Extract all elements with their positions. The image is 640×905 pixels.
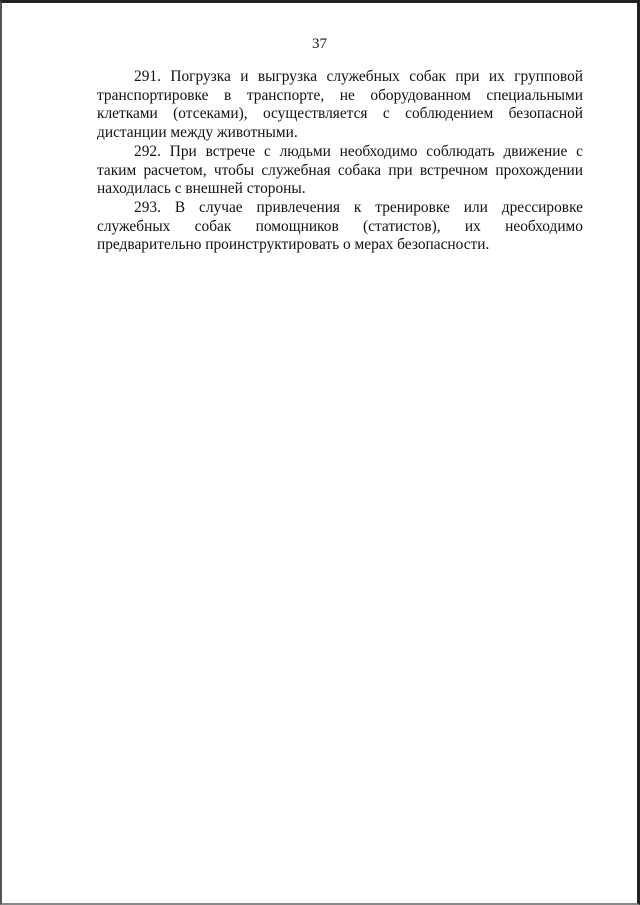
paragraph-291: 291. Погрузка и выгрузка служебных собак при их групповой транспортировке в транспорте, не оборудованном специальными клетками (отсеками), осуществляется с соблюдением безопасной дистанции между животными. <box>97 68 583 142</box>
document-body <box>97 68 583 255</box>
paragraph-292: 292. При встрече с людьми необходимо соблюдать движение с таким расчетом, чтобы служебная собака при встречном прохождении находилась с внешней стороны. <box>97 142 583 198</box>
page-number: 37 <box>312 36 327 52</box>
paragraph-293: 293. В случае привлечения к тренировке или дрессировке служебных собак помощников (статистов), их необходимо предварительно проинструктировать о мерах безопасности. <box>97 198 583 254</box>
